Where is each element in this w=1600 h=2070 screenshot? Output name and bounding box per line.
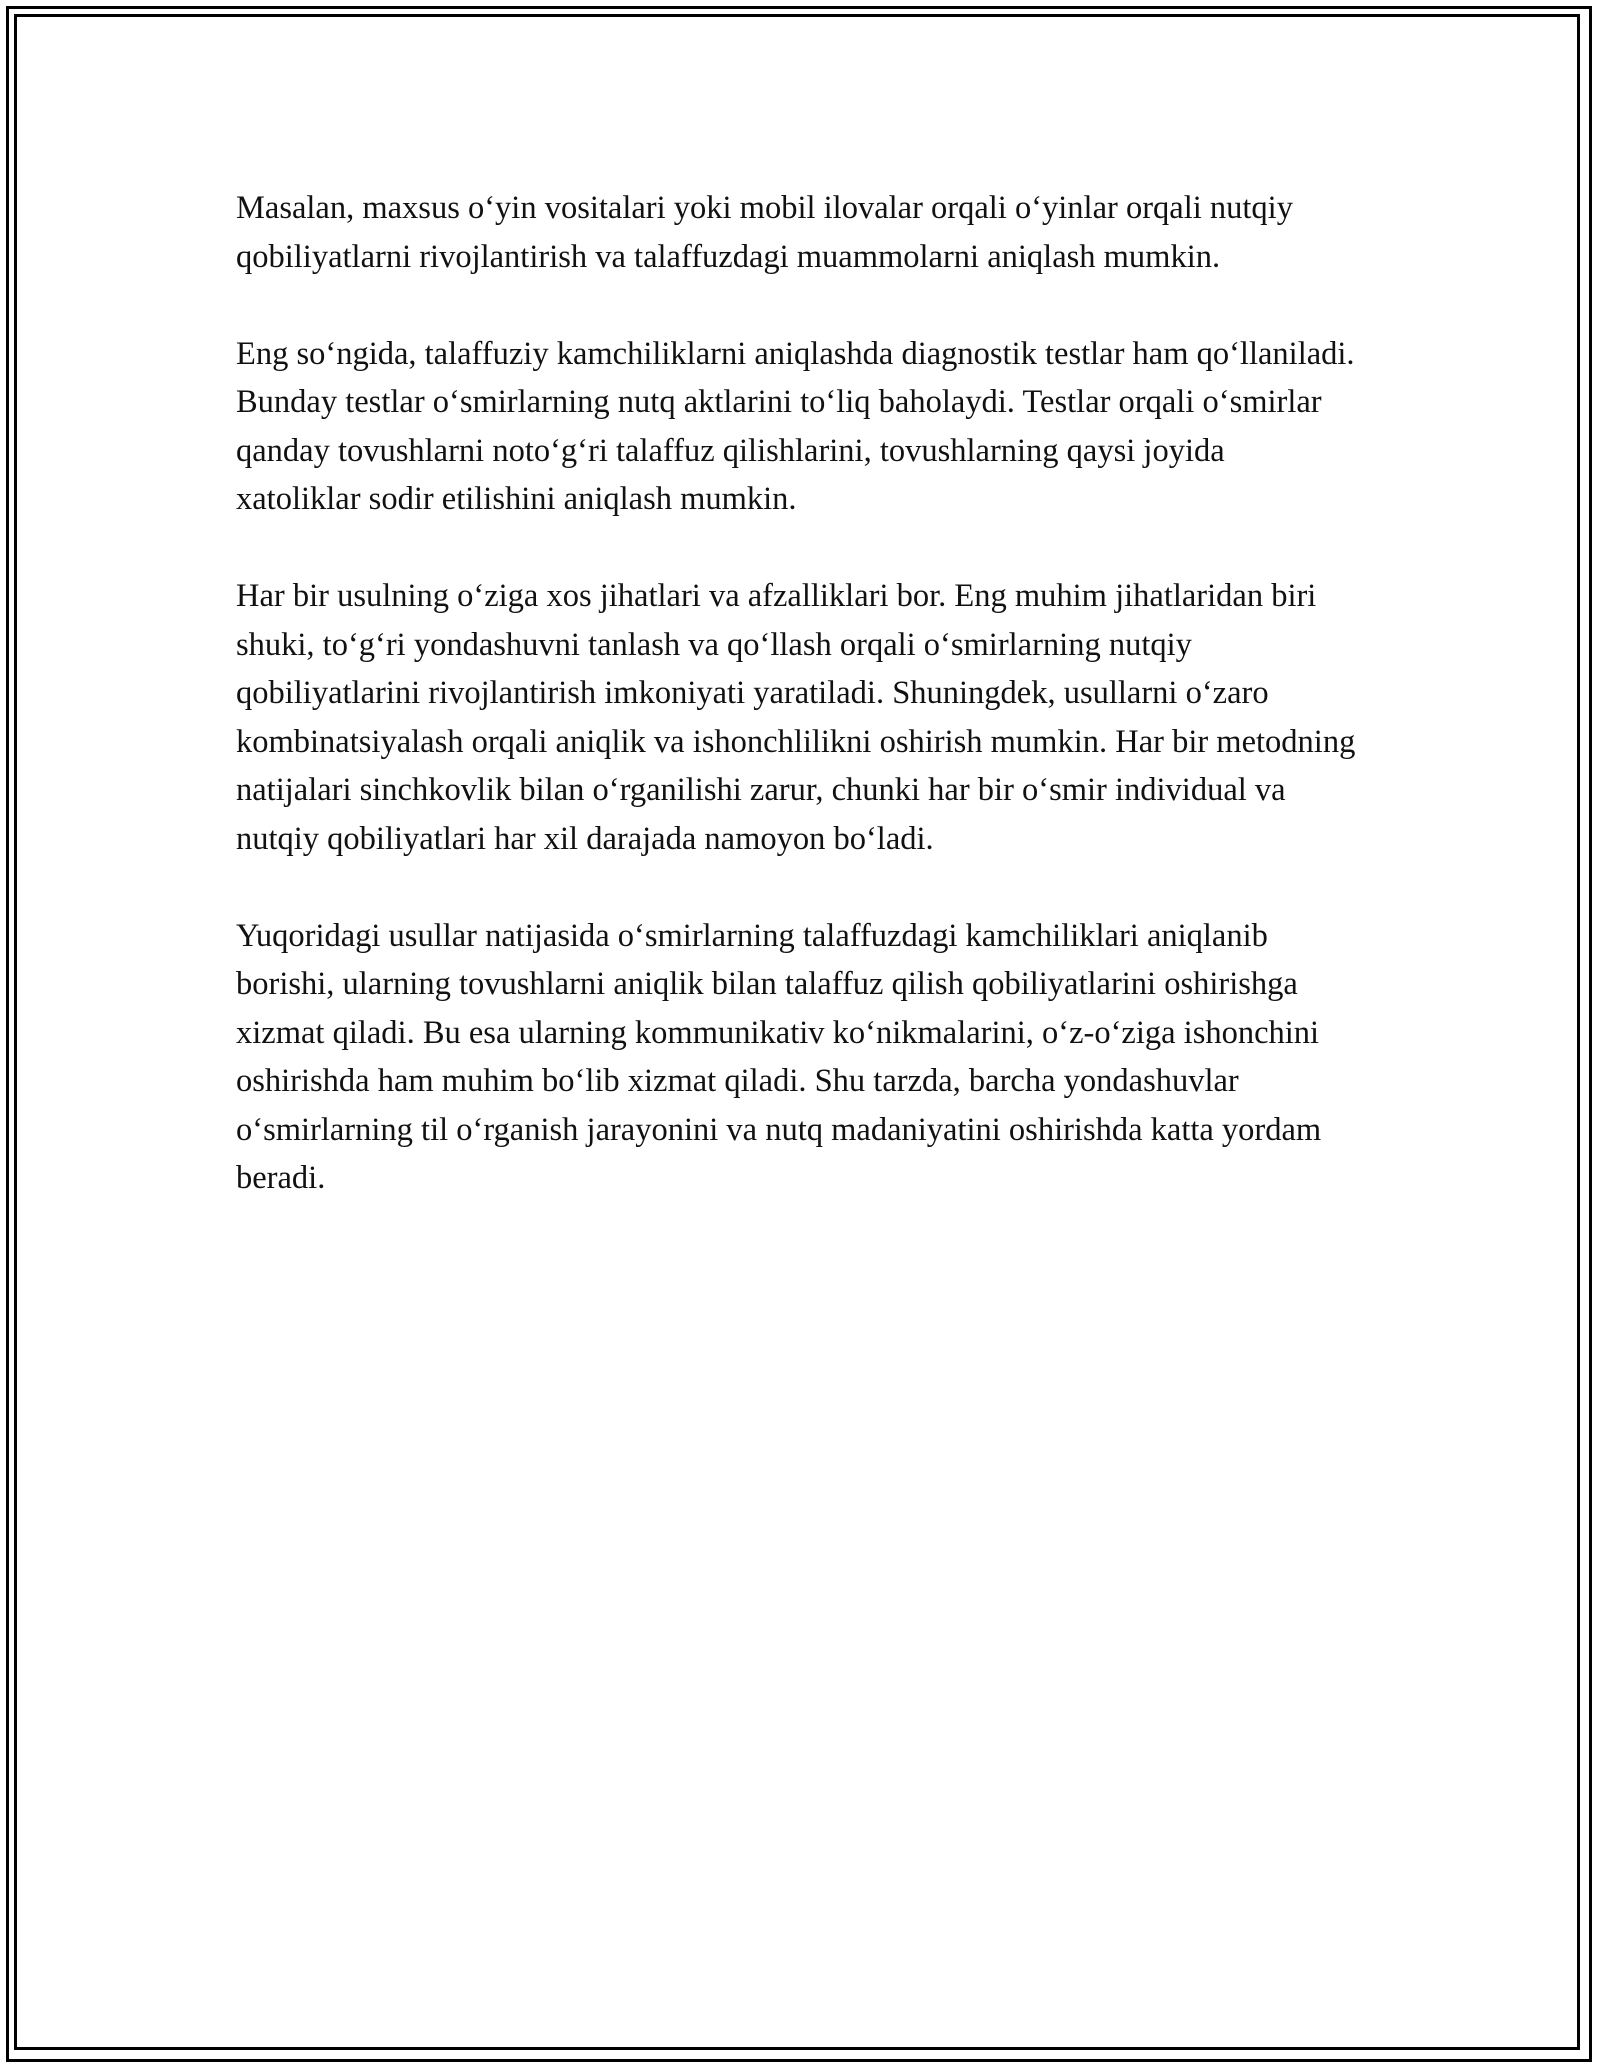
paragraph-1: Masalan, maxsus o‘yin vositalari yoki mobil ilovalar orqali o‘yinlar orqali nutqiy qobiliyatlarni rivojlantirish va talaffuzdagi muammolarni aniqlash mumkin.	[236, 190, 1293, 275]
paragraph-3: Har bir usulning o‘ziga xos jihatlari va afzalliklari bor. Eng muhim jihatlaridan biri shuki, to‘g‘ri yondashuvni tanlash va qo‘llash orqali o‘smirlarning nutqiy qobiliyatlarini rivojlantirish imkoniyati yaratiladi. Shuningdek, usullarni o‘zaro kombinatsiyalash orqali aniqlik va ishonchlilikni oshirish mumkin. Har bir metodning natijalari sinchkovlik bilan o‘rganilishi zarur, chunki har bir o‘smir individual va nutqiy qobiliyatlari har xil darajada namoyon bo‘ladi.	[236, 578, 1356, 857]
document-body	[236, 184, 1356, 1203]
paragraph-4: Yuqoridagi usullar natijasida o‘smirlarning talaffuzdagi kamchiliklari aniqlanib borishi, ularning tovushlarni aniqlik bilan talaffuz qilish qobiliyatlarini oshirishga xizmat qiladi. Bu esa ularning kommunikativ ko‘nikmalarini, o‘z-o‘ziga ishonchini oshirishda ham muhim bo‘lib xizmat qiladi. Shu tarzda, barcha yondashuvlar o‘smirlarning til o‘rganish jarayonini va nutq madaniyatini oshirishda katta yordam beradi.	[236, 917, 1322, 1196]
paragraph-2: Eng so‘ngida, talaffuziy kamchiliklarni aniqlashda diagnostik testlar ham qo‘llaniladi. Bunday testlar o‘smirlarning nutq aktlarini to‘liq baholaydi. Testlar orqali o‘smirlar qanday tovushlarni noto‘g‘ri talaffuz qilishlarini, tovushlarning qaysi joyida xatoliklar sodir etilishini aniqlash mumkin.	[236, 335, 1355, 517]
